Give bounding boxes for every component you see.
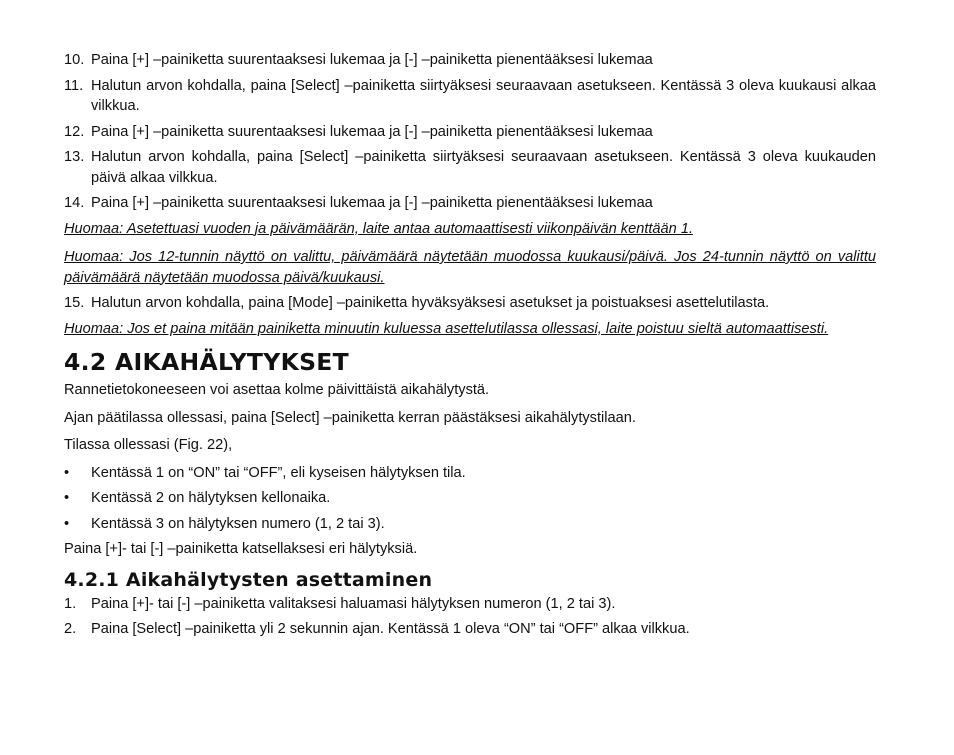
bullet-marker: • (64, 490, 70, 506)
step-text: Paina [+] –painiketta suurentaaksesi lukemaa ja [-] –painiketta pienentääksesi lukemaa (91, 195, 653, 211)
note-timeout: Huomaa: Jos et paina mitään painiketta minuutin kuluessa asettelutilassa ollessasi, laite poistuu sieltä automaattisesti. (64, 320, 829, 337)
step-12 (64, 122, 876, 143)
step-text: Paina [Select] –painiketta yli 2 sekunnin ajan. Kentässä 1 oleva “ON” tai “OFF” alkaa vilkkua. (91, 621, 690, 637)
bullet-item (64, 463, 876, 484)
note-weekday: Huomaa: Asetettuasi vuoden ja päivämäärän, laite antaa automaattisesti viikonpäivän kenttään 1. (64, 220, 693, 237)
subsection-heading: 4.2.1 Aikahälytysten asettaminen (64, 568, 433, 591)
step-text: Paina [+] –painiketta suurentaaksesi lukemaa ja [-] –painiketta pienentääksesi lukemaa (91, 123, 653, 140)
step-number: 2. (64, 621, 77, 637)
step-text: Paina [+]- tai [-] –painiketta valitaksesi haluamasi hälytyksen numeron (1, 2 tai 3). (91, 595, 616, 612)
step-text: Paina [+] –painiketta suurentaaksesi lukemaa ja [-] –painiketta pienentääksesi lukemaa (91, 52, 653, 68)
bullet-marker: • (64, 464, 70, 481)
step-number: 12. (64, 123, 85, 140)
step-number: 1. (64, 595, 77, 612)
bullet-marker: • (64, 515, 70, 532)
note-date-format: Huomaa: Jos 12-tunnin näyttö on valittu, päivämäärä näytetään muodossa kuukausi/päivä. Jos 24-tunnin näyttö on valittu päivämäärä näytetään muodossa päivä/kuukausi. (64, 249, 876, 286)
bullet-text: Kentässä 1 on “ON” tai “OFF”, eli kyseisen hälytyksen tila. (91, 464, 466, 481)
step-number: 11. (64, 77, 84, 94)
step-number: 15. (64, 295, 85, 311)
bullet-text: Kentässä 3 on hälytyksen numero (1, 2 tai 3). (91, 515, 385, 532)
substep-1 (64, 594, 876, 615)
step-number: 13. (64, 149, 85, 165)
section-paragraph-1: Rannetietokoneeseen voi asettaa kolme päivittäistä aikahälytystä. (64, 382, 490, 398)
bullet-item (64, 514, 876, 535)
section-paragraph-3: Tilassa ollessasi (Fig. 22), (64, 437, 233, 453)
document-page (64, 50, 876, 645)
step-11 (64, 76, 876, 117)
section-paragraph-2: Ajan päätilassa ollessasi, paina [Select] –painiketta kerran päästäksesi aikahälytystilaan. (64, 409, 636, 426)
section-heading: 4.2 AIKAHÄLYTYKSET (64, 348, 349, 376)
step-number: 14. (64, 195, 85, 211)
step-text: Halutun arvon kohdalla, paina [Select] –painiketta siirtyäksesi seuraavaan asetukseen. Kentässä 3 oleva kuukauden päivä alkaa vilkkua. (91, 149, 876, 186)
step-13 (64, 147, 876, 188)
section-paragraph-4: Paina [+]- tai [-] –painiketta katsellaksesi eri hälytyksiä. (64, 541, 418, 557)
step-14 (64, 193, 876, 214)
step-15 (64, 293, 876, 314)
bullet-item (64, 488, 876, 509)
step-10 (64, 50, 876, 71)
step-text: Halutun arvon kohdalla, paina [Mode] –painiketta hyväksyäksesi asetukset ja poistuaksesi asettelutilasta. (91, 295, 770, 311)
bullet-text: Kentässä 2 on hälytyksen kellonaika. (91, 490, 331, 506)
step-number: 10. (64, 52, 85, 68)
substep-2 (64, 619, 876, 640)
step-text: Halutun arvon kohdalla, paina [Select] –painiketta siirtyäksesi seuraavaan asetukseen. Kentässä 3 oleva kuukausi alkaa vilkkua. (91, 77, 876, 114)
